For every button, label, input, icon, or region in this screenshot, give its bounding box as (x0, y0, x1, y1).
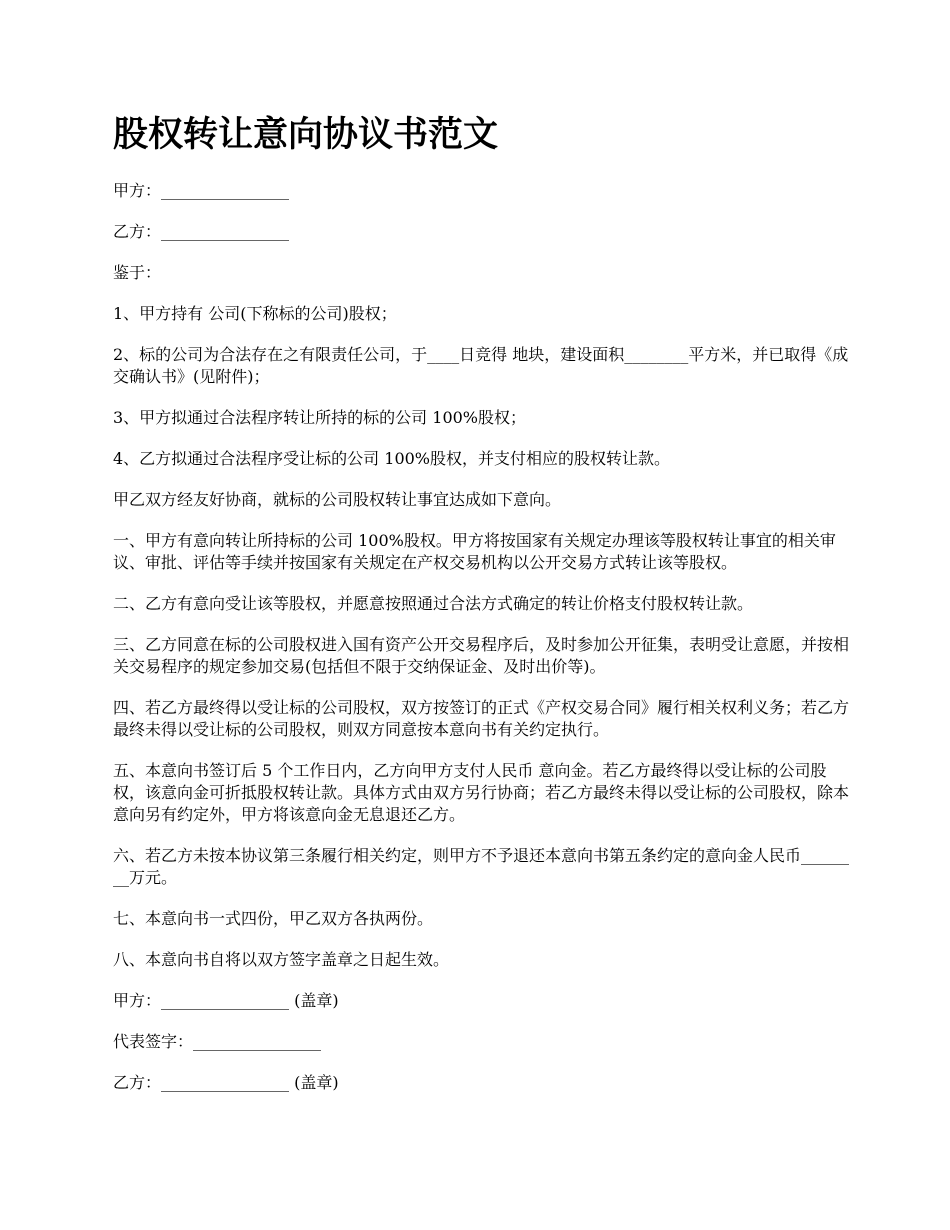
signature-party-a: 甲方：________________ (盖章) (113, 991, 339, 1010)
clause-7: 七、本意向书一式四份，甲乙双方各执两份。 (113, 909, 434, 928)
signature-representative: 代表签字：________________ (113, 1032, 322, 1051)
clause-3: 三、乙方同意在标的公司股权进入国有资产公开交易程序后，及时参加公开征集，表明受让意愿，并按相关交易程序的规定参加交易(包括但不限于交纳保证金、及时出价等)。 (113, 635, 850, 676)
clause-6: 六、若乙方未按本协议第三条履行相关约定，则甲方不予退还本意向书第五条约定的意向金人民币________万元。 (113, 846, 850, 887)
signature-party-b: 乙方：________________ (盖章) (113, 1073, 339, 1092)
intro-paragraph: 甲乙双方经友好协商，就标的公司股权转让事宜达成如下意向。 (113, 490, 562, 509)
document-page (113, 112, 853, 1113)
clause-5: 五、本意向书签订后 5 个工作日内，乙方向甲方支付人民币 意向金。若乙方最终得以受让标的公司股权，该意向金可折抵股权转让款。具体方式由双方另行协商；若乙方最终未得以受让标的公司股权，除本意向另有约定外，甲方将该意向金无息退还乙方。 (113, 761, 850, 824)
clause-4: 四、若乙方最终得以受让标的公司股权，双方按签订的正式《产权交易合同》履行相关权利义务；若乙方最终未得以受让标的公司股权，则双方同意按本意向书有关约定执行。 (113, 698, 850, 739)
clause-8: 八、本意向书自将以双方签字盖章之日起生效。 (113, 950, 450, 969)
whereas-item-2: 2、标的公司为合法存在之有限责任公司，于____日竞得 地块，建设面积________平方米，并已取得《成交确认书》(见附件)； (113, 345, 849, 386)
whereas-item-4: 4、乙方拟通过合法程序受让标的公司 100%股权，并支付相应的股权转让款。 (113, 449, 671, 468)
clause-1: 一、甲方有意向转让所持标的公司 100%股权。甲方将按国家有关规定办理该等股权转让事宜的相关审议、审批、评估等手续并按国家有关规定在产权交易机构以公开交易方式转让该等股权。 (113, 531, 836, 572)
party-b-line: 乙方：________________ (113, 222, 290, 241)
document-title: 股权转让意向协议书范文 (113, 115, 499, 155)
clause-2: 二、乙方有意向受让该等股权，并愿意按照通过合法方式确定的转让价格支付股权转让款。 (113, 594, 754, 613)
whereas-item-3: 3、甲方拟通过合法程序转让所持的标的公司 100%股权； (113, 408, 527, 427)
party-a-line: 甲方：________________ (113, 181, 290, 200)
whereas-item-1: 1、甲方持有 公司(下称标的公司)股权； (113, 304, 397, 323)
whereas-heading: 鉴于： (113, 263, 162, 282)
